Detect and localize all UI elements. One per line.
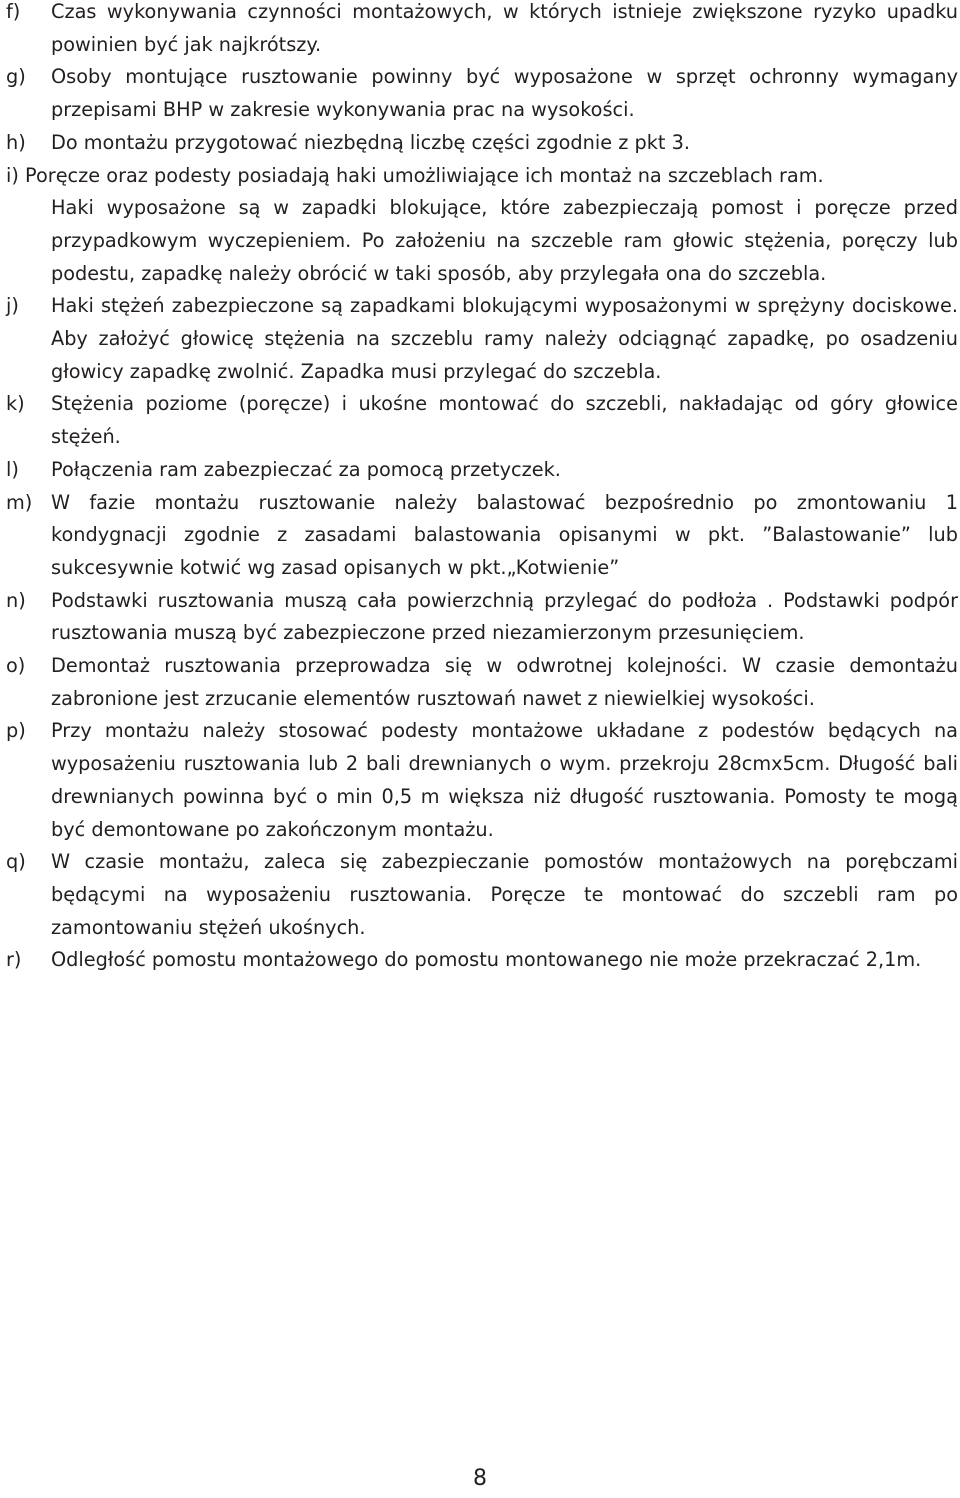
list-item-h [6, 127, 958, 160]
list-item-q [6, 846, 958, 944]
list-item-text: W fazie montażu rusztowanie należy balastować bezpośrednio po zmontowaniu 1 kondygnacji zgodnie z zasadami balastowania opisanymi w pkt. ”Balastowanie” lub sukcesywnie kotwić wg zasad opisanych w pkt.„Kotwienie” [51, 490, 958, 579]
list-marker: q) [6, 850, 26, 874]
list-item-o [6, 650, 958, 715]
list-item-text: Stężenia poziome (poręcze) i ukośne montować do szczebli, nakładając od góry głowice stężeń. [51, 392, 958, 449]
list-item-text: Odległość pomostu montażowego do pomostu montowanego nie może przekraczać 2,1m. [51, 948, 922, 972]
list-item-m [6, 487, 958, 585]
list-item-k [6, 388, 958, 453]
list-item-text: Czas wykonywania czynności montażowych, w których istnieje zwiększone ryzyko upadku powinien być jak najkrótszy. [51, 0, 958, 56]
list-item-text: Osoby montujące rusztowanie powinny być wyposażone w sprzęt ochronny wymagany przepisami BHP w zakresie wykonywania prac na wysokości. [51, 65, 958, 122]
page-number: 8 [473, 1466, 487, 1491]
list-marker: j) [6, 294, 19, 318]
list-marker: o) [6, 654, 26, 678]
list-item-r [6, 944, 958, 977]
list-item-i [6, 160, 958, 291]
list-item-text: Połączenia ram zabezpieczać za pomocą przetyczek. [51, 457, 561, 481]
list-marker: k) [6, 392, 25, 416]
list-item-text: Haki stężeń zabezpieczone są zapadkami blokującymi wyposażonymi w sprężyny dociskowe. Aby założyć głowicę stężenia na szczeblu ramy należy odciągnąć zapadkę, po osadzeniu głowicy zapadkę zwolnić. Zapadka musi przylegać do szczebla. [51, 294, 958, 383]
list-item-n [6, 585, 958, 650]
list-item-l [6, 454, 958, 487]
list-item-text: Poręcze oraz podesty posiadają haki umożliwiające ich montaż na szczeblach ram. [25, 163, 824, 187]
list-marker: r) [6, 948, 22, 972]
instruction-list [6, 0, 958, 977]
list-marker: i) [6, 163, 19, 187]
list-item-text: Do montażu przygotować niezbędną liczbę części zgodnie z pkt 3. [51, 130, 690, 154]
list-marker: l) [6, 457, 19, 481]
list-marker: h) [6, 130, 26, 154]
list-marker: n) [6, 588, 26, 612]
list-item-text: Podstawki rusztowania muszą cała powierzchnią przylegać do podłoża . Podstawki podpór rusztowania muszą być zabezpieczone przed niezamierzonym przesunięciem. [51, 588, 958, 645]
list-marker: g) [6, 65, 26, 89]
list-item-f [6, 0, 958, 61]
list-marker: f) [6, 0, 21, 23]
list-marker: p) [6, 719, 26, 743]
list-item-p [6, 715, 958, 846]
list-marker: m) [6, 490, 33, 514]
list-item-continuation: Haki wyposażone są w zapadki blokujące, które zabezpieczają pomost i poręcze przed przypadkowym wyczepieniem. Po założeniu na szczeble ram głowic stężenia, poręczy lub podestu, zapadkę należy obrócić w taki sposób, aby przylegała ona do szczebla. [51, 196, 958, 285]
list-item-j [6, 290, 958, 388]
list-item-g [6, 61, 958, 126]
list-item-text: W czasie montażu, zaleca się zabezpieczanie pomostów montażowych na porębczami będącymi na wyposażeniu rusztowania. Poręcze te montować do szczebli ram po zamontowaniu stężeń ukośnych. [51, 850, 958, 939]
list-item-text: Przy montażu należy stosować podesty montażowe układane z podestów będących na wyposażeniu rusztowania lub 2 bali drewnianych o wym. przekroju 28cmx5cm. Długość bali drewnianych powinna być o min 0,5 m większa niż długość rusztowania. Pomosty te mogą być demontowane po zakończonym montażu. [51, 719, 958, 841]
list-item-text: Demontaż rusztowania przeprowadza się w odwrotnej kolejności. W czasie demontażu zabronione jest zrzucanie elementów rusztowań nawet z niewielkiej wysokości. [51, 654, 958, 710]
